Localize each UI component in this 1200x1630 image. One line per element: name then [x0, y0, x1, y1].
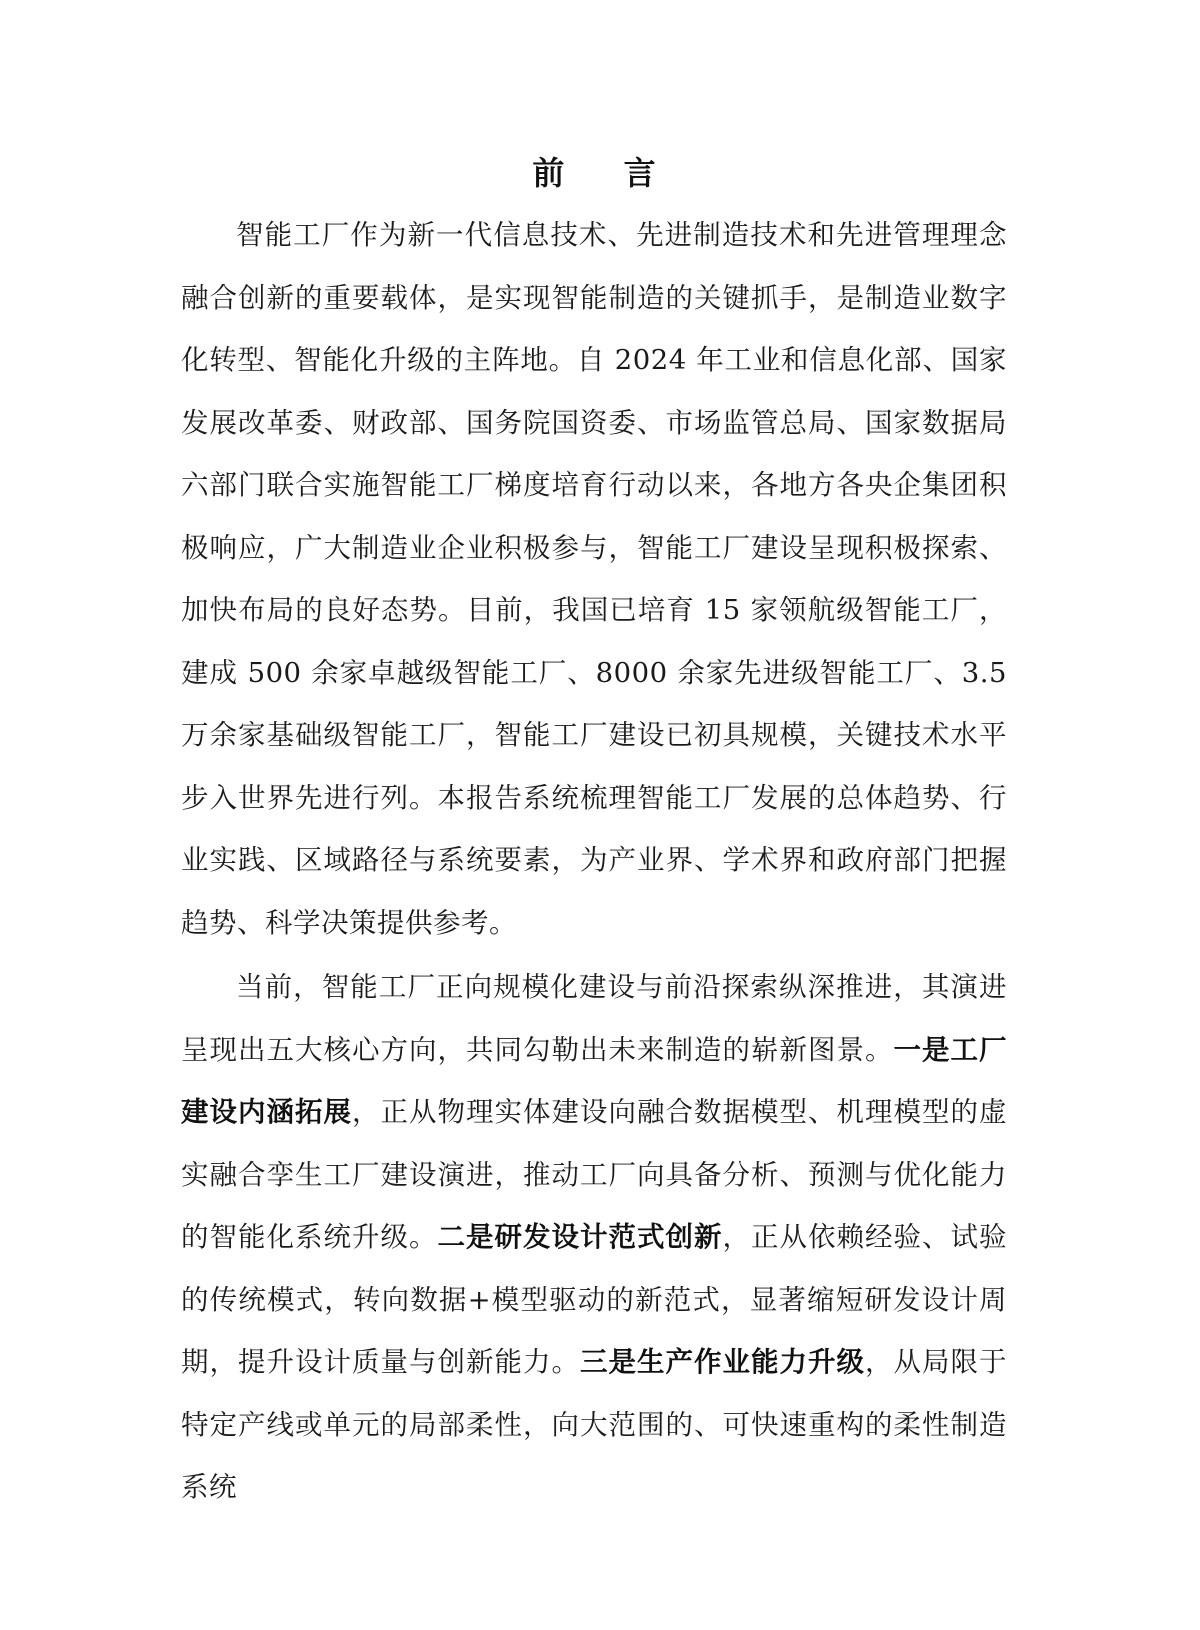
paragraph-2-intro: 当前，智能工厂正向规模化建设与前沿探索纵深推进，其演进呈现出五大核心方向，共同勾勒出未来制造的崭新图景。: [181, 971, 1007, 1066]
point-1-heading: 一是工厂建设内涵拓展: [181, 1033, 1007, 1128]
paragraph-2: [181, 956, 1007, 1519]
point-1-text: ，正从物理实体建设向融合数据模型、机理模型的虚实融合孪生工厂建设演进，推动工厂向具备分析、预测与优化能力的智能化系统升级。: [181, 1096, 1007, 1253]
point-3-heading: 三是生产作业能力升级: [580, 1346, 865, 1378]
point-2-text: ，正从依赖经验、试验的传统模式，转向数据+模型驱动的新范式，显著缩短研发设计周期，提升设计质量与创新能力。: [181, 1221, 1007, 1378]
page-title: 前 言: [532, 154, 680, 192]
document-page: [181, 150, 1007, 1519]
paragraph-1: 智能工厂作为新一代信息技术、先进制造技术和先进管理理念融合创新的重要载体，是实现智能制造的关键抓手，是制造业数字化转型、智能化升级的主阵地。自 2024 年工业和信息化部、国家发展改革委、财政部、国务院国资委、市场监管总局、国家数据局六部门联合实施智能工厂梯度培育行动以来，各地方各央企集团积极响应，广大制造业企业积极参与，智能工厂建设呈现积极探索、加快布局的良好态势。目前，我国已培育 15 家领航级智能工厂，建成 500 余家卓越级智能工厂、8000 余家先进级智能工厂、3.5 万余家基础级智能工厂，智能工厂建设已初具规模，关键技术水平步入世界先进行列。本报告系统梳理智能工厂发展的总体趋势、行业实践、区域路径与系统要素，为产业界、学术界和政府部门把握趋势、科学决策提供参考。: [181, 219, 1007, 939]
point-2-heading: 二是研发设计范式创新: [437, 1221, 723, 1253]
point-3-text: ，从局限于特定产线或单元的局部柔性，向大范围的、可快速重构的柔性制造系统: [181, 1346, 1007, 1503]
